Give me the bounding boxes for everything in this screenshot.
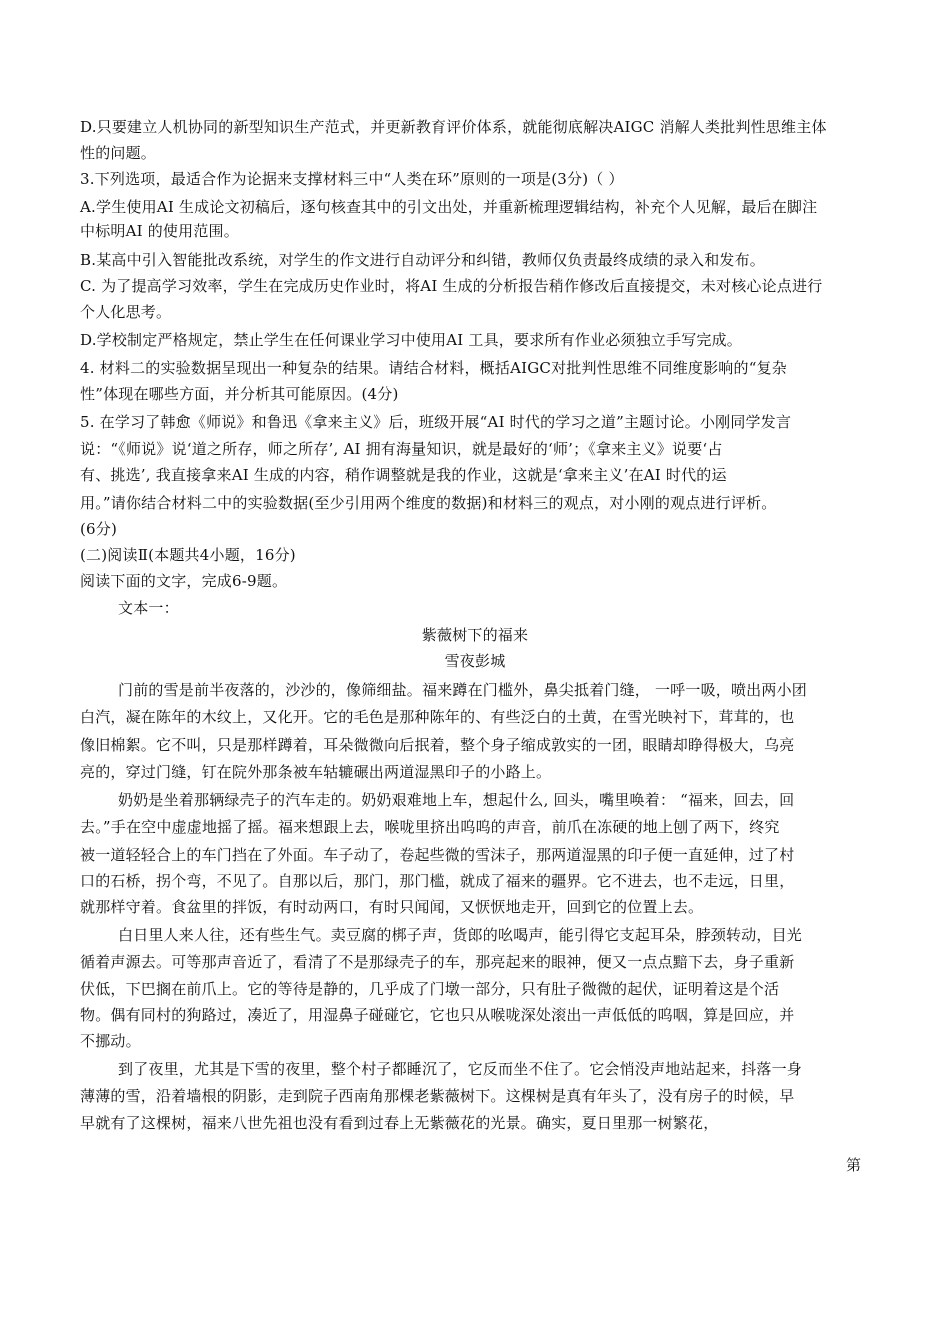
question-3-stem: 3.下列选项，最适合作为论据来支撑材料三中“人类在环”原则的一项是(3分)（ ） <box>80 170 624 188</box>
paragraph-line: 口的石桥，拐个弯，不见了。自那以后，那门，那门槛，就成了福来的疆界。它不进去，也不走远，日里， <box>80 872 795 890</box>
paragraph-line: 就那样守着。食盆里的拌饭，有时动两口，有时只闻闻，又恹恹地走开，回到它的位置上去。 <box>80 898 704 916</box>
article-title: 紫薇树下的福来 <box>421 626 529 644</box>
paragraph-line: 早就有了这棵树，福来八世先祖也没有看到过春上无紫薇花的光景。确实，夏日里那一树繁花， <box>80 1114 719 1132</box>
question-4-stem: 性”体现在哪些方面，并分析其可能原因。(4分) <box>80 385 399 403</box>
paragraph-line: 物。偶有同村的狗路过，凑近了，用湿鼻子碰碰它，它也只从喉咙深处滚出一声低低的呜咽，算是回应，并 <box>80 1006 795 1024</box>
paragraph-line: 奶奶是坐着那辆绿壳子的汽车走的。奶奶艰难地上车，想起什么, 回头，嘴里唤着： “福来，回去，回 <box>118 791 795 809</box>
page-footer: 第 <box>846 1156 862 1174</box>
option-c-line: 个人化思考。 <box>80 303 172 321</box>
option-c-line: C. 为了提高学习效率，学生在完成历史作业时，将AI 生成的分析报告稍作修改后直接提交，未对核心论点进行 <box>80 277 823 295</box>
paragraph-line: 不挪动。 <box>80 1032 141 1050</box>
text-one-label: 文本一： <box>118 599 179 617</box>
question-5-stem: 说：“《师说》说‘道之所存，师之所存’, AI 拥有海量知识，就是最好的‘师’；《拿来主义》说要‘占 <box>80 440 723 458</box>
question-5-score: (6分) <box>80 520 118 538</box>
option-d-line: D.只要建立人机协同的新型知识生产范式，并更新教育评价体系，就能彻底解决AIGC 消解人类批判性思维主体 <box>80 118 827 136</box>
paragraph-line: 薄薄的雪，沿着墙根的阴影，走到院子西南角那棵老紫薇树下。这棵树是真有年头了，没有房子的时候，早 <box>80 1087 795 1105</box>
article-author: 雪夜彭城 <box>444 652 506 670</box>
paragraph-line: 被一道轻轻合上的车门挡在了外面。车子动了，卷起些微的雪沫子，那两道湿黑的印子便一直延伸，过了村 <box>80 846 795 864</box>
paragraph-line: 白日里人来人往，还有些生气。卖豆腐的梆子声，货郎的吆喝声，能引得它支起耳朵，脖颈转动，目光 <box>118 926 803 944</box>
option-d-line: D.学校制定严格规定，禁止学生在任何课业学习中使用AI 工具，要求所有作业必须独立手写完成。 <box>80 331 742 349</box>
option-d-line: 性的问题。 <box>80 144 157 162</box>
paragraph-line: 去。”手在空中虚虚地摇了摇。福来想跟上去，喉咙里挤出呜呜的声音，前爪在冻硬的地上刨了两下，终究 <box>80 818 780 836</box>
question-5-stem: 有、挑选’, 我直接拿来AI 生成的内容，稍作调整就是我的作业，这就是‘拿来主义’在AI 时代的运 <box>80 466 727 484</box>
paragraph-line: 像旧棉絮。它不叫，只是那样蹲着，耳朵微微向后抿着，整个身子缩成敦实的一团，眼睛却睁得极大，乌亮 <box>80 736 795 754</box>
section-instruction: 阅读下面的文字，完成6-9题。 <box>80 572 288 590</box>
question-5-stem: 5. 在学习了韩愈《师说》和鲁迅《拿来主义》后，班级开展“AI 时代的学习之道”主题讨论。小刚同学发言 <box>80 413 792 431</box>
paragraph-line: 白汽，凝在陈年的木纹上，又化开。它的毛色是那种陈年的、有些泛白的土黄，在雪光映衬下，茸茸的，也 <box>80 708 795 726</box>
option-a-line: 中标明AI 的使用范围。 <box>80 222 239 240</box>
option-a-line: A.学生使用AI 生成论文初稿后，逐句核查其中的引文出处，并重新梳理逻辑结构，补充个人见解，最后在脚注 <box>80 198 818 216</box>
paragraph-line: 门前的雪是前半夜落的，沙沙的，像筛细盐。福来蹲在门槛外，鼻尖抵着门缝， 一呼一吸，喷出两小团 <box>118 681 807 699</box>
paragraph-line: 伏低，下巴搁在前爪上。它的等待是静的，几乎成了门墩一部分，只有肚子微微的起伏，证明着这是个活 <box>80 980 780 998</box>
paragraph-line: 循着声源去。可等那声音近了，看清了不是那绿壳子的车，那亮起来的眼神，便又一点点黯下去，身子重新 <box>80 953 795 971</box>
option-b-line: B.某高中引入智能批改系统，对学生的作文进行自动评分和纠错，教师仅负责最终成绩的录入和发布。 <box>80 251 765 269</box>
question-4-stem: 4. 材料二的实验数据呈现出一种复杂的结果。请结合材料，概括AIGC对批判性思维不同维度影响的“复杂 <box>80 359 787 377</box>
question-5-stem: 用。”请你结合材料二中的实验数据(至少引用两个维度的数据)和材料三的观点，对小刚的观点进行评析。 <box>80 494 777 512</box>
paragraph-line: 亮的，穿过门缝，钉在院外那条被车轱辘碾出两道湿黑印子的小路上。 <box>80 763 552 781</box>
paragraph-line: 到了夜里，尤其是下雪的夜里，整个村子都睡沉了，它反而坐不住了。它会悄没声地站起来，抖落一身 <box>118 1060 803 1078</box>
section-heading: (二)阅读Ⅱ(本题共4小题，16分) <box>80 546 296 564</box>
